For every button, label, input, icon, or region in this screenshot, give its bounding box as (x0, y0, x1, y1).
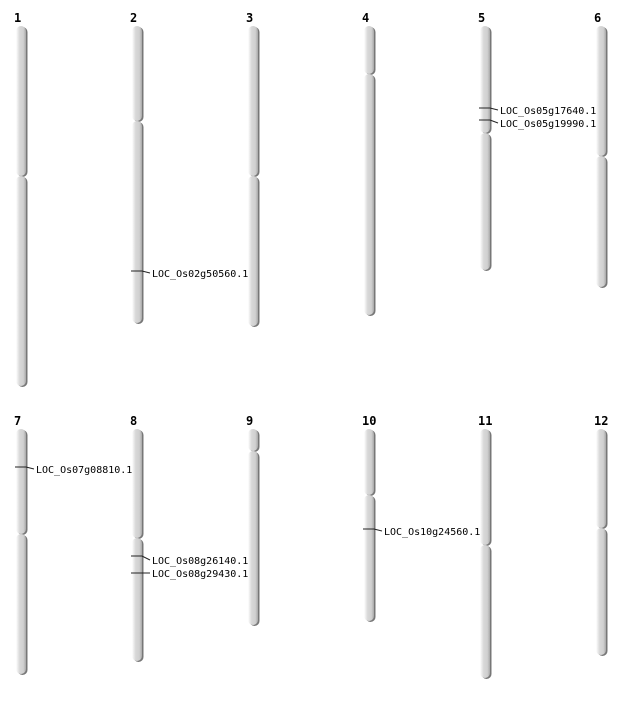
chromosome-short-arm (596, 26, 606, 156)
chromosome-number-label: 10 (362, 414, 377, 428)
chromosome-12 (594, 414, 608, 656)
gene-label: LOC_Os08g26140.1 (152, 556, 249, 567)
chromosome-short-arm (480, 26, 490, 133)
chromosome-short-arm (480, 429, 490, 545)
chromosome-number-label: 7 (14, 414, 22, 428)
gene-label: LOC_Os08g29430.1 (152, 569, 249, 580)
chromosome-5 (478, 11, 596, 271)
chromosome-short-arm (364, 429, 374, 495)
chromosome-long-arm (596, 156, 606, 287)
chromosome-number-label: 8 (130, 414, 138, 428)
chromosome-long-arm (480, 545, 490, 678)
chromosome-number-label: 4 (362, 11, 370, 25)
chromosome-2 (130, 11, 248, 324)
chromosome-long-arm (16, 534, 26, 674)
chromosome-short-arm (248, 429, 258, 451)
chromosome-number-label: 9 (246, 414, 254, 428)
chromosome-11 (478, 414, 492, 679)
chromosome-short-arm (364, 26, 374, 74)
gene-label: LOC_Os05g19990.1 (500, 119, 597, 130)
chromosome-long-arm (16, 176, 26, 386)
chromosome-number-label: 2 (130, 11, 138, 25)
chromosome-number-label: 1 (14, 11, 22, 25)
chromosome-7 (14, 414, 132, 675)
chromosome-number-label: 6 (594, 11, 602, 25)
chromosome-short-arm (16, 429, 26, 534)
chromosome-short-arm (132, 429, 142, 538)
chromosome-6 (594, 11, 608, 288)
gene-label: LOC_Os05g17640.1 (500, 106, 597, 117)
chromosome-3 (246, 11, 260, 327)
chromosome-1 (14, 11, 28, 387)
gene-label: LOC_Os10g24560.1 (384, 527, 481, 538)
chromosome-long-arm (364, 495, 374, 621)
chromosome-long-arm (480, 133, 490, 270)
chromosome-long-arm (596, 528, 606, 655)
chromosome-long-arm (364, 74, 374, 315)
chromosome-long-arm (132, 121, 142, 323)
chromosome-short-arm (248, 26, 258, 176)
chromosome-10 (362, 414, 480, 622)
chromosome-long-arm (248, 176, 258, 326)
chromosome-9 (246, 414, 260, 626)
chromosome-number-label: 3 (246, 11, 254, 25)
chromosome-long-arm (248, 451, 258, 625)
chromosome-4 (362, 11, 376, 316)
gene-label: LOC_Os07g08810.1 (36, 465, 133, 476)
chromosome-short-arm (132, 26, 142, 121)
chromosome-number-label: 12 (594, 414, 609, 428)
chromosome-number-label: 11 (478, 414, 493, 428)
chromosome-number-label: 5 (478, 11, 486, 25)
chromosome-8 (130, 414, 248, 662)
chromosome-short-arm (16, 26, 26, 176)
gene-label: LOC_Os02g50560.1 (152, 269, 249, 280)
chromosome-short-arm (596, 429, 606, 528)
